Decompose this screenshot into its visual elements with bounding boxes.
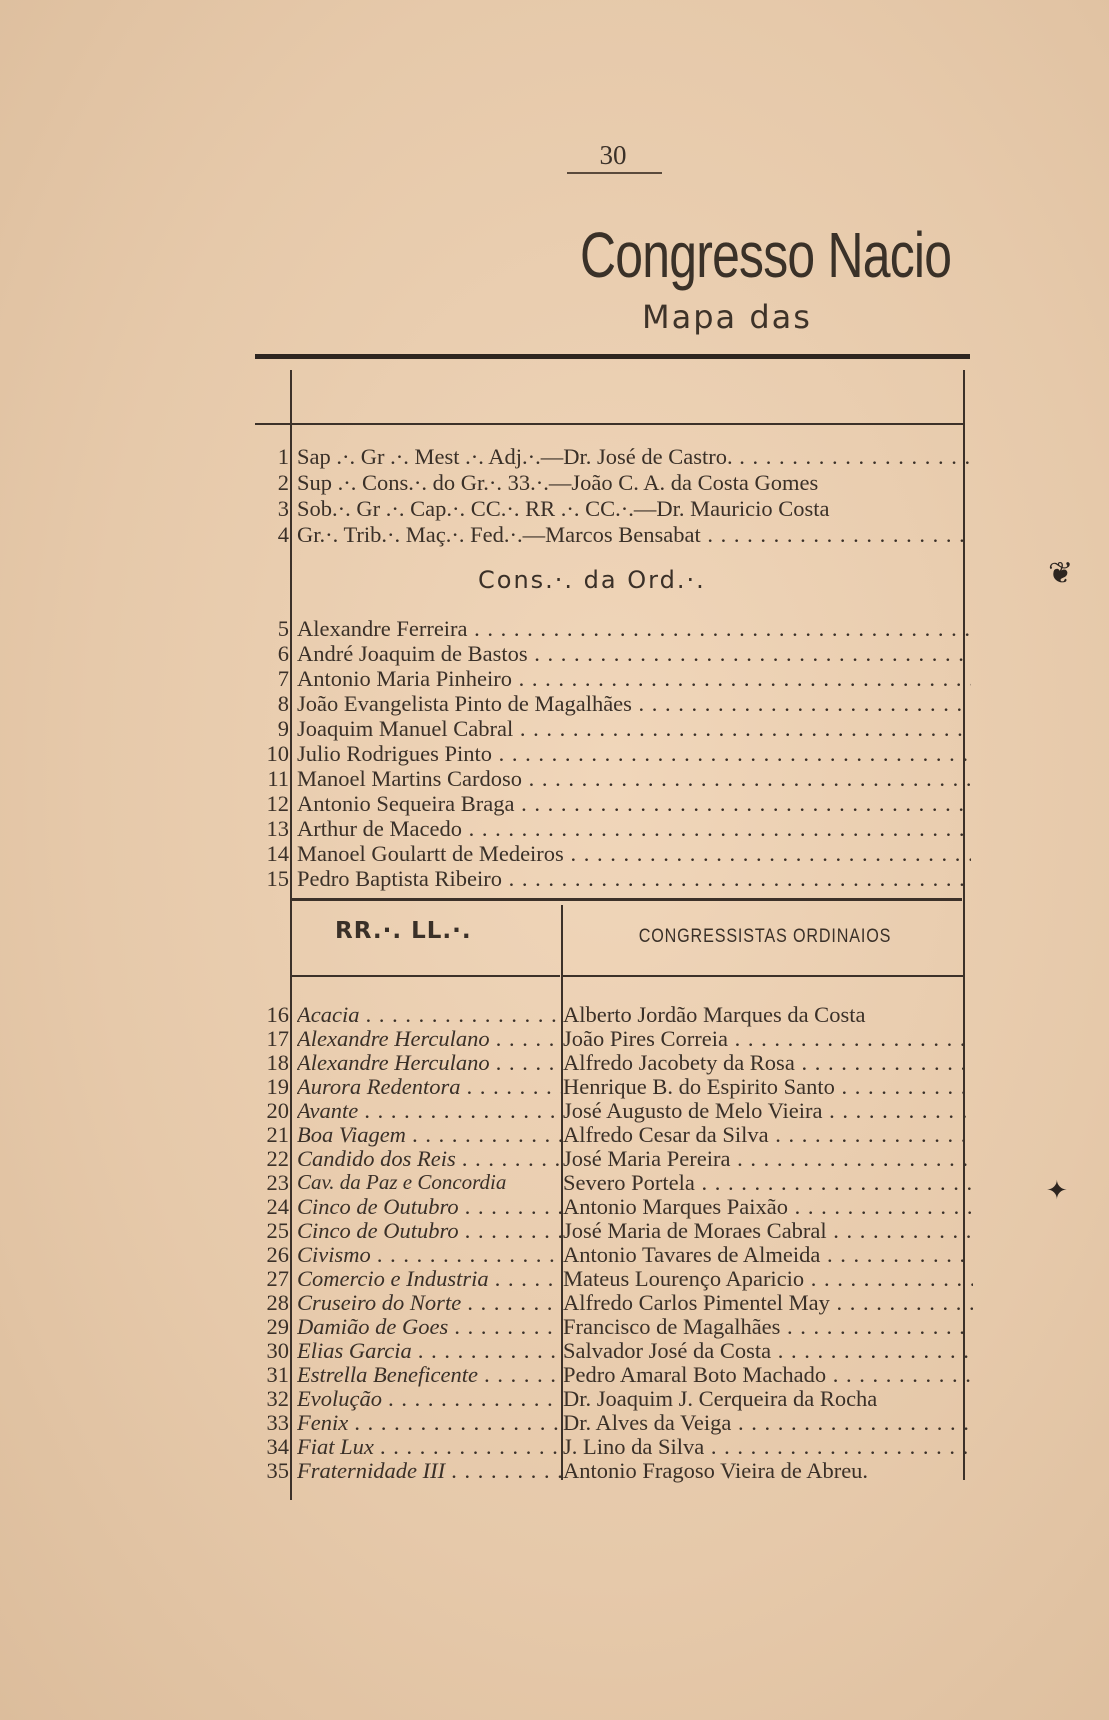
lodge-name: Cruseiro do Norte . . . — [297, 1289, 562, 1316]
star-ornament-icon: ✦ — [1046, 1176, 1068, 1205]
list-item — [255, 470, 975, 496]
table-row — [255, 1145, 975, 1172]
member-name: Mateus Lourenço Aparicio . . . — [563, 1265, 973, 1292]
row-number: 33 — [266, 1410, 289, 1435]
row-number: 10 — [266, 741, 289, 766]
row-number: 34 — [266, 1434, 289, 1459]
section-rule — [292, 898, 962, 901]
table-row — [255, 1313, 975, 1340]
list-item — [255, 766, 975, 792]
lodge-name: Fiat Lux . . . — [297, 1433, 562, 1460]
row-text: Sup .·. Cons.·. do Gr.·. 33.·.—João C. A. da Costa Gomes — [297, 470, 819, 495]
page-number: 30 — [599, 140, 627, 170]
lodge-name: Alexandre Herculano . . . — [297, 1049, 562, 1076]
row-number: 20 — [266, 1098, 289, 1123]
table-row — [255, 1097, 975, 1124]
row-number: 16 — [266, 1002, 289, 1027]
row-number: 4 — [277, 522, 289, 547]
member-name: Alfredo Carlos Pimentel May . . . — [563, 1289, 973, 1316]
table-row — [255, 1025, 975, 1052]
column-header-rule-right — [563, 975, 963, 977]
row-number: 22 — [266, 1146, 289, 1171]
list-item — [255, 641, 975, 667]
lodge-name: Cinco de Outubro . . . — [297, 1193, 562, 1220]
lodge-name: Fenix . . . — [297, 1409, 562, 1436]
member-name: José Augusto de Melo Vieira . . . — [563, 1097, 973, 1124]
list-item — [255, 522, 975, 548]
lodges-column-header: RR.·. LL.·. — [335, 918, 472, 944]
table-row — [255, 1265, 975, 1292]
row-text: Manoel Goulartt de Medeiros . . . — [297, 841, 971, 867]
row-number: 15 — [266, 866, 289, 891]
list-item — [255, 496, 975, 522]
member-name: Antonio Tavares de Almeida . . . — [563, 1241, 973, 1268]
list-item — [255, 791, 975, 817]
row-text: Pedro Baptista Ribeiro . . . — [297, 866, 971, 892]
list-item — [255, 716, 975, 742]
row-number: 13 — [266, 816, 289, 841]
list-item — [255, 616, 975, 642]
row-number: 31 — [266, 1362, 289, 1387]
row-text: Antonio Sequeira Braga . . . — [297, 791, 971, 817]
row-number: 6 — [277, 641, 289, 666]
row-text: Joaquim Manuel Cabral . . . — [297, 716, 971, 742]
member-name: José Maria Pereira . . . — [563, 1145, 973, 1172]
lodge-name: Avante . . . — [297, 1097, 562, 1124]
row-text: Manoel Martins Cardoso . . . — [297, 766, 971, 792]
lodge-name: Fraternidade III . . . — [297, 1457, 562, 1484]
lodge-name: Cinco de Outubro . . . — [297, 1217, 562, 1244]
member-name: Alfredo Jacobety da Rosa . . . — [563, 1049, 973, 1076]
member-name: João Pires Correia . . . — [563, 1025, 973, 1052]
lodge-name: Elias Garcia . . . — [297, 1337, 562, 1364]
lodge-name: Damião de Goes . . . — [297, 1313, 562, 1340]
member-name: Henrique B. do Espirito Santo . . . — [563, 1073, 973, 1100]
row-text: André Joaquim de Bastos . . . — [297, 641, 971, 667]
row-number: 9 — [277, 716, 289, 741]
member-name: Dr. Joaquim J. Cerqueira da Rocha — [563, 1386, 878, 1411]
member-name: Salvador José da Costa . . . — [563, 1337, 973, 1364]
list-item — [255, 444, 975, 470]
lodge-name: Alexandre Herculano . . . — [297, 1025, 562, 1052]
row-number: 5 — [277, 616, 289, 641]
member-name: Francisco de Magalhães . . . — [563, 1313, 973, 1340]
lodge-name: Candido dos Reis . . . — [297, 1145, 562, 1172]
list-item — [255, 866, 975, 892]
member-name: Pedro Amaral Boto Machado . . . — [563, 1361, 973, 1388]
page-number-rule — [567, 172, 662, 174]
member-name: Alfredo Cesar da Silva . . . — [563, 1121, 973, 1148]
lodge-name: Boa Viagem . . . — [297, 1121, 562, 1148]
table-row — [255, 1433, 975, 1460]
lodge-name: Comercio e Industria . . . — [297, 1265, 562, 1292]
list-item — [255, 741, 975, 767]
row-number: 1 — [277, 444, 289, 469]
row-number: 32 — [266, 1386, 289, 1411]
row-text: Sob.·. Gr .·. Cap.·. CC.·. RR .·. CC.·.—Dr. Mauricio Costa — [297, 496, 830, 521]
row-number: 26 — [266, 1242, 289, 1267]
row-number: 8 — [277, 691, 289, 716]
lodge-name: Evolução . . . — [297, 1385, 562, 1412]
lodge-name: Aurora Redentora . . . — [297, 1073, 562, 1100]
row-text: João Evangelista Pinto de Magalhães . . . — [297, 691, 971, 717]
row-number: 7 — [277, 666, 289, 691]
row-number: 23 — [266, 1170, 289, 1195]
row-number: 3 — [277, 496, 289, 521]
table-row — [255, 1361, 975, 1388]
table-row — [255, 1217, 975, 1244]
lodge-name: Acacia . . . — [297, 1001, 562, 1028]
member-name: Antonio Fragoso Vieira de Abreu. — [563, 1458, 869, 1483]
table-row — [255, 1289, 975, 1316]
list-item — [255, 666, 975, 692]
table-row — [255, 1337, 975, 1364]
row-number: 21 — [266, 1122, 289, 1147]
table-row — [255, 1049, 975, 1076]
list-item — [255, 841, 975, 867]
row-text: Arthur de Macedo . . . — [297, 816, 971, 842]
row-number: 17 — [266, 1026, 289, 1051]
table-row — [255, 1385, 975, 1412]
list-item — [255, 691, 975, 717]
lodge-name: Civismo . . . — [297, 1241, 562, 1268]
table-row — [255, 1457, 975, 1484]
row-number: 28 — [266, 1290, 289, 1315]
row-text: Alexandre Ferreira . . . — [297, 616, 971, 642]
table-row — [255, 1409, 975, 1436]
row-text: Sap .·. Gr .·. Mest .·. Adj.·.—Dr. José de Castro. . . . — [297, 444, 971, 470]
row-number: 27 — [266, 1266, 289, 1291]
member-name: Antonio Marques Paixão . . . — [563, 1193, 973, 1220]
member-name: Severo Portela . . . — [563, 1169, 973, 1196]
row-number: 35 — [266, 1458, 289, 1483]
lodge-name: Estrella Beneficente . . . — [297, 1361, 562, 1388]
row-number: 12 — [266, 791, 289, 816]
members-column-header: CONGRESSISTAS ORDINAIOS — [638, 926, 892, 947]
row-text: Antonio Maria Pinheiro . . . — [297, 666, 971, 692]
member-name: Alberto Jordão Marques da Costa — [563, 1002, 866, 1027]
row-number: 29 — [266, 1314, 289, 1339]
page-title: Congresso Nacio — [580, 219, 952, 291]
table-row — [255, 1073, 975, 1100]
list-item — [255, 816, 975, 842]
member-name: José Maria de Moraes Cabral . . . — [563, 1217, 973, 1244]
row-number: 30 — [266, 1338, 289, 1363]
table-row — [255, 1169, 975, 1196]
table-row — [255, 1121, 975, 1148]
row-text: Gr.·. Trib.·. Maç.·. Fed.·.—Marcos Bensabat . . . — [297, 522, 971, 548]
table-row — [255, 1001, 975, 1028]
leaf-ornament-icon: ❦ — [1048, 557, 1074, 590]
header-rule — [255, 423, 963, 425]
table-row — [255, 1241, 975, 1268]
row-number: 2 — [277, 470, 289, 495]
row-number: 19 — [266, 1074, 289, 1099]
member-name: Dr. Alves da Veiga . . . — [563, 1409, 973, 1436]
row-number: 25 — [266, 1218, 289, 1243]
column-header-rule-left — [292, 975, 560, 977]
row-number: 24 — [266, 1194, 289, 1219]
page-subtitle: Mapa das — [642, 298, 812, 336]
council-heading: Cons.·. da Ord.·. — [478, 566, 706, 594]
member-name: J. Lino da Silva . . . — [563, 1433, 973, 1460]
table-row — [255, 1193, 975, 1220]
row-number: 14 — [266, 841, 289, 866]
row-number: 11 — [267, 766, 289, 791]
row-text: Julio Rodrigues Pinto . . . — [297, 741, 971, 767]
title-rule — [255, 354, 970, 359]
lodge-name: Cav. da Paz e Concordia — [297, 1170, 507, 1194]
row-number: 18 — [266, 1050, 289, 1075]
